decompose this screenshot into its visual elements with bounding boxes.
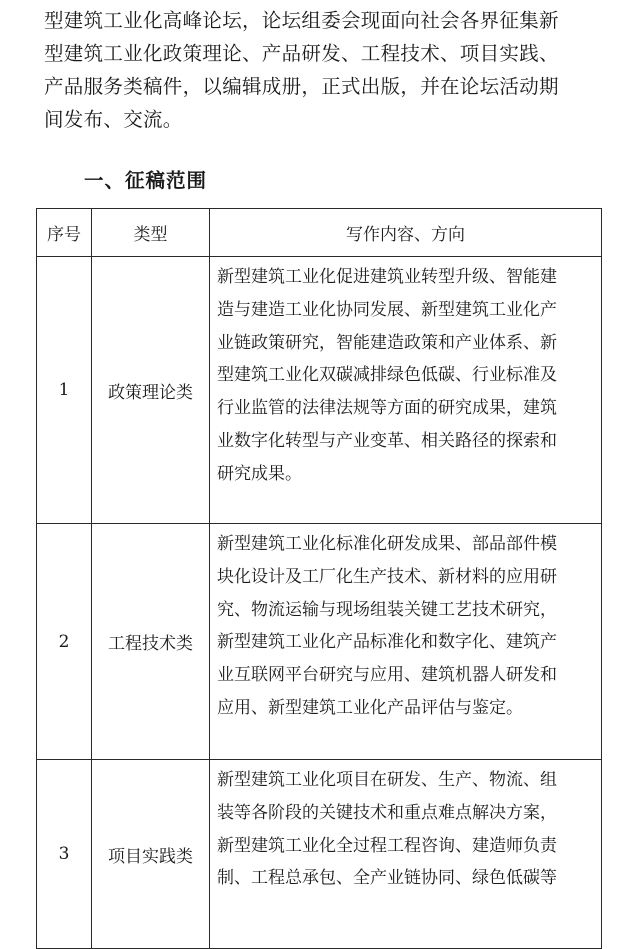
content-line: 造与建造工业化协同发展、新型建筑工业化产 [217,299,557,320]
content-line: 业链政策研究，智能建造政策和产业体系、新 [217,332,557,353]
intro-line: 产品服务类稿件，以编辑成册，正式出版，并在论坛活动期 [44,75,559,98]
row-seq: 1 [37,257,92,524]
submission-scope-table [36,208,602,949]
content-line: 应用、新型建筑工业化产品评估与鉴定。 [217,697,523,718]
table-row [37,760,602,949]
content-line: 装等各阶段的关键技术和重点难点解决方案， [217,802,557,823]
table-header-row [37,209,602,257]
content-line: 究、物流运输与现场组装关键工艺技术研究， [217,599,557,620]
content-line: 新型建筑工业化产品标准化和数字化、建筑产 [217,632,557,653]
content-line: 块化设计及工厂化生产技术、新材料的应用研 [217,566,557,587]
table-row [37,257,602,524]
content-line: 新型建筑工业化促进建筑业转型升级、智能建 [217,267,557,287]
content-line: 行业监管的法律法规等方面的研究成果，建筑 [217,398,557,419]
intro-paragraph [44,4,604,136]
header-type: 类型 [92,209,210,257]
content-line: 制、工程总承包、全产业链协同、绿色低碳等 [217,868,557,889]
row-seq: 3 [37,760,92,949]
content-line: 新型建筑工业化全过程工程咨询、建造师负责 [217,835,557,856]
row-type: 项目实践类 [92,760,210,949]
row-type: 工程技术类 [92,524,210,760]
row-type: 政策理论类 [92,257,210,524]
header-seq: 序号 [37,209,92,257]
intro-line: 间发布、交流。 [44,108,183,131]
intro-line: 型建筑工业化高峰论坛，论坛组委会现面向社会各界征集新 [44,9,559,32]
intro-line: 型建筑工业化政策理论、产品研发、工程技术、项目实践、 [44,42,559,65]
content-line: 新型建筑工业化标准化研发成果、部品部件模 [217,534,557,554]
row-content [210,257,602,524]
row-seq: 2 [37,524,92,760]
content-line: 新型建筑工业化项目在研发、生产、物流、组 [217,770,557,790]
row-content [210,760,602,949]
content-line: 业数字化转型与产业变革、相关路径的探索和 [217,430,557,451]
header-content: 写作内容、方向 [210,209,602,257]
content-line: 业互联网平台研究与应用、建筑机器人研发和 [217,665,557,686]
table-row [37,524,602,760]
content-line: 研究成果。 [217,463,302,484]
content-line: 型建筑工业化双碳减排绿色低碳、行业标准及 [217,365,557,386]
row-content [210,524,602,760]
section-heading: 一、征稿范围 [84,169,208,192]
